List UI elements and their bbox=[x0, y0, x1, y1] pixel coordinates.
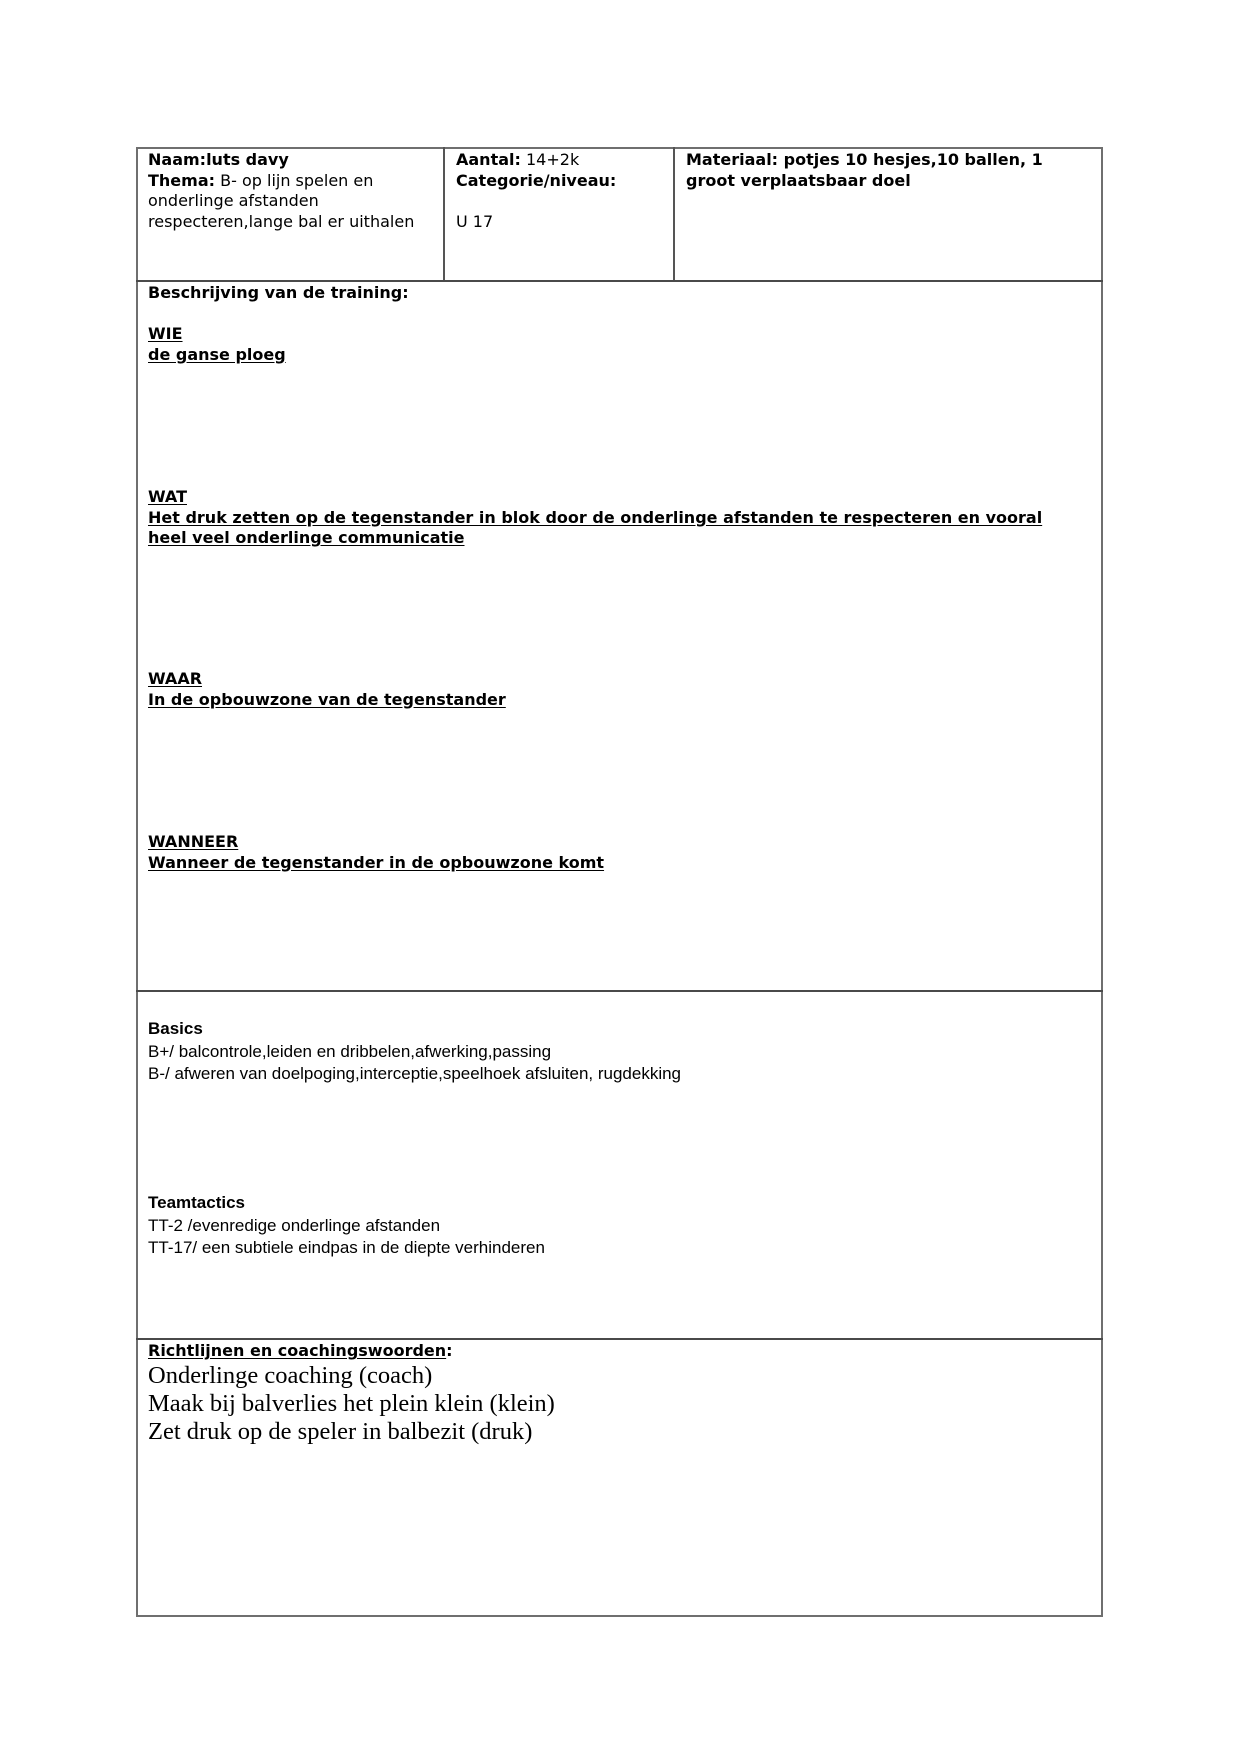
row-divider bbox=[136, 990, 1103, 992]
basics-line: B+/ balcontrole,leiden en dribbelen,afwerking,passing bbox=[148, 1042, 552, 1061]
naam-field bbox=[148, 150, 289, 171]
row-divider bbox=[136, 280, 1103, 282]
thema-field bbox=[148, 171, 373, 192]
categorie-label: Categorie/niveau: bbox=[456, 170, 617, 190]
section-heading-wanneer: WANNEER bbox=[148, 832, 239, 851]
section-text-wat: heel veel onderlinge communicatie bbox=[148, 528, 465, 547]
section-text-waar: In de opbouwzone van de tegenstander bbox=[148, 689, 506, 709]
materiaal-line: Materiaal: potjes 10 hesjes,10 ballen, 1 bbox=[686, 150, 1043, 169]
coaching-heading-text: Richtlijnen en coachingswoorden bbox=[148, 1341, 447, 1360]
thema-label: Thema: bbox=[148, 170, 216, 190]
naam-value: luts davy bbox=[206, 150, 289, 169]
column-divider bbox=[443, 147, 445, 280]
thema-line: respecteren,lange bal er uithalen bbox=[148, 211, 415, 231]
section-text-wat: Het druk zetten op de tegenstander in blok door de onderlinge afstanden te respecteren en vooral bbox=[148, 507, 1043, 527]
thema-line: B- op lijn spelen en bbox=[220, 170, 374, 190]
aantal-label: Aantal: bbox=[456, 150, 521, 169]
description-title: Beschrijving van de training: bbox=[148, 283, 409, 302]
section-heading-wie: WIE bbox=[148, 324, 183, 343]
aantal-field bbox=[456, 150, 579, 171]
section-text-wanneer: Wanneer de tegenstander in de opbouwzone komt bbox=[148, 852, 605, 872]
section-heading-wat: WAT bbox=[148, 487, 187, 506]
coaching-heading bbox=[148, 1341, 453, 1362]
teamtactics-line: TT-17/ een subtiele eindpas in de diepte verhinderen bbox=[148, 1237, 545, 1257]
materiaal-line: groot verplaatsbaar doel bbox=[686, 170, 911, 190]
basics-line: B-/ afweren van doelpoging,interceptie,speelhoek afsluiten, rugdekking bbox=[148, 1063, 682, 1083]
section-text-wie: de ganse ploeg bbox=[148, 344, 286, 364]
section-heading-waar: WAAR bbox=[148, 669, 203, 688]
teamtactics-line: TT-2 /evenredige onderlinge afstanden bbox=[148, 1216, 441, 1235]
thema-line: onderlinge afstanden bbox=[148, 191, 319, 210]
column-divider bbox=[673, 147, 675, 280]
basics-heading: Basics bbox=[148, 1019, 203, 1038]
row-divider bbox=[136, 1338, 1103, 1340]
coaching-line: Onderlinge coaching (coach) bbox=[148, 1362, 433, 1389]
coaching-heading-colon: : bbox=[446, 1341, 453, 1360]
coaching-line: Zet druk op de speler in balbezit (druk) bbox=[148, 1418, 533, 1445]
coaching-line: Maak bij balverlies het plein klein (klein) bbox=[148, 1390, 555, 1417]
aantal-value: 14+2k bbox=[526, 150, 580, 169]
naam-label: Naam: bbox=[148, 150, 207, 169]
teamtactics-heading: Teamtactics bbox=[148, 1193, 246, 1212]
categorie-value: U 17 bbox=[456, 211, 494, 231]
